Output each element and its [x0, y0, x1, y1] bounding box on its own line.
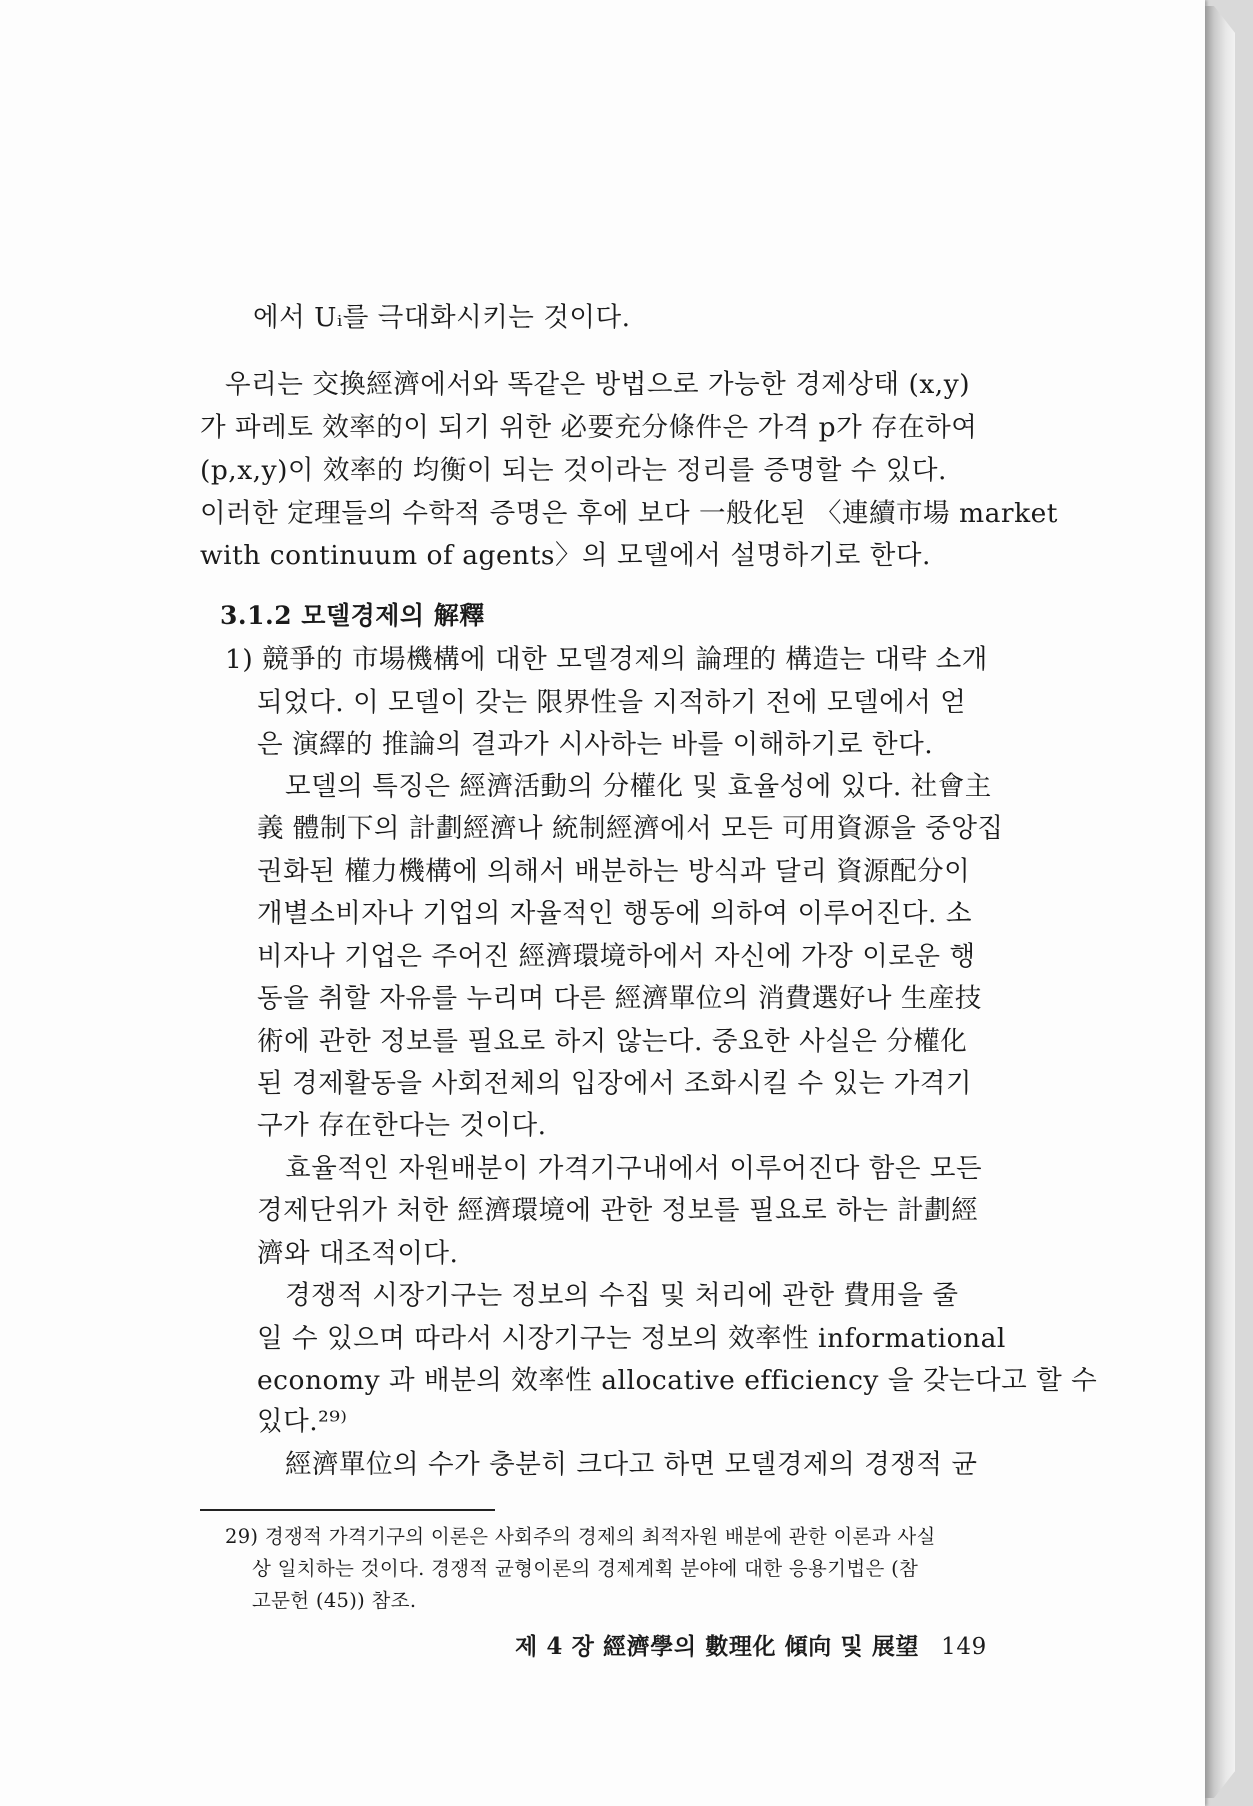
page-edge-shadow	[1205, 6, 1235, 1798]
text-line: economy 과 배분의 效率性 allocative efficiency 을 갖는다고 할 수	[257, 1365, 1098, 1396]
running-footer	[515, 1628, 987, 1661]
footnote-line: 상 일치하는 것이다. 경쟁적 균형이론의 경제계획 분야에 대한 응용기법은 (참	[252, 1557, 919, 1580]
footnote-divider	[200, 1509, 495, 1511]
text-line: 에서 Uᵢ를 극대화시키는 것이다.	[253, 302, 631, 333]
text-line: 일 수 있으며 따라서 시장기구는 정보의 效率性 informational	[257, 1323, 1006, 1354]
footnote-line: 고문헌 (45)) 참조.	[252, 1589, 417, 1612]
text-line: 術에 관한 정보를 필요로 하지 않는다. 중요한 사실은 分權化	[257, 1026, 968, 1057]
text-line: with continuum of agents〉의 모델에서 설명하기로 한다.	[200, 540, 931, 571]
footnote-line: 29) 경쟁적 가격기구의 이론은 사회주의 경제의 최적자원 배분에 관한 이론과 사실	[225, 1525, 936, 1548]
text-line: 권화된 權力機構에 의해서 배분하는 방식과 달리 資源配分이	[257, 856, 971, 887]
text-line: 되었다. 이 모델이 갖는 限界性을 지적하기 전에 모델에서 얻	[257, 687, 967, 718]
text-line: 우리는 交換經濟에서와 똑같은 방법으로 가능한 경제상태 (x,y)	[225, 369, 971, 400]
section-heading: 3.1.2 모델경제의 解釋	[220, 601, 485, 630]
text-line: 義 體制下의 計劃經濟나 統制經濟에서 모든 可用資源을 중앙집	[257, 813, 1004, 844]
text-line: 동을 취할 자유를 누리며 다른 經濟單位의 消費選好나 生産技	[257, 983, 982, 1014]
text-line: 효율적인 자원배분이 가격기구내에서 이루어진다 함은 모든	[285, 1153, 983, 1184]
text-line: 은 演繹的 推論의 결과가 시사하는 바를 이해하기로 한다.	[257, 729, 934, 760]
text-line: 모델의 특징은 經濟活動의 分權化 및 효율성에 있다. 社會主	[285, 771, 992, 802]
text-line: 이러한 定理들의 수학적 증명은 후에 보다 一般化된 〈連續市場 market	[200, 498, 1058, 529]
text-line: 비자나 기업은 주어진 經濟環境하에서 자신에 가장 이로운 행	[257, 941, 976, 972]
text-line: (p,x,y)이 效率的 均衡이 되는 것이라는 정리를 증명할 수 있다.	[200, 455, 947, 486]
text-line: 경제단위가 처한 經濟環境에 관한 정보를 필요로 하는 計劃經	[257, 1195, 979, 1226]
chapter-title: 제 4 장 經濟學의 數理化 傾向 및 展望	[515, 1633, 920, 1660]
text-line: 개별소비자나 기업의 자율적인 행동에 의하여 이루어진다. 소	[257, 898, 972, 929]
page-number: 149	[941, 1634, 987, 1660]
text-line: 구가 存在한다는 것이다.	[257, 1110, 547, 1141]
text-line: 濟와 대조적이다.	[257, 1238, 459, 1269]
text-line: 있다.²⁹⁾	[257, 1406, 348, 1437]
text-line: 된 경제활동을 사회전체의 입장에서 조화시킬 수 있는 가격기	[257, 1068, 972, 1099]
text-line: 1) 競爭的 市場機構에 대한 모델경제의 論理的 構造는 대략 소개	[225, 644, 988, 675]
text-line: 가 파레토 效率的이 되기 위한 必要充分條件은 가격 p가 存在하여	[200, 412, 978, 443]
text-line: 經濟單位의 수가 충분히 크다고 하면 모델경제의 경쟁적 균	[285, 1449, 978, 1480]
text-line: 경쟁적 시장기구는 정보의 수집 및 처리에 관한 費用을 줄	[285, 1280, 959, 1311]
